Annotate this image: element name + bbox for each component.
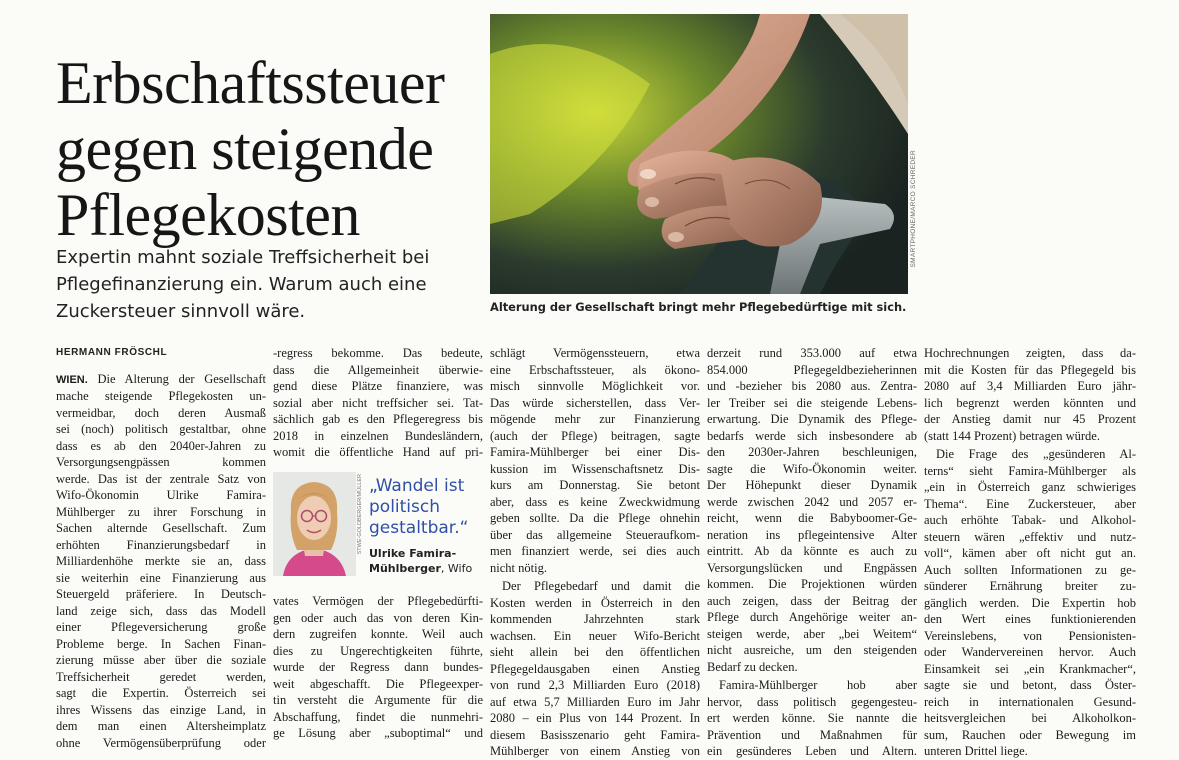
col1-line: Treffsicherheit geredet werden,: [56, 669, 266, 684]
col2-line: dass die Allgemeinheit überwie-: [273, 362, 483, 377]
col3-line: nicht nötig.: [490, 560, 547, 575]
col1-line-0: [56, 371, 266, 389]
col2-line: -regress bekomme. Das bedeute,: [273, 346, 483, 360]
col1-line: Mühlberger zu ihrer Forschung in: [56, 504, 266, 519]
col4-line: werde zwischen 2042 und 2057 er-: [707, 494, 917, 509]
col4-line: auch zeigen, dass der Beitrag der: [707, 593, 917, 608]
col3-line: Kosten werden in Österreich in den: [490, 595, 700, 610]
quote-name-2: Mühlberger: [369, 562, 441, 575]
col5-line: Die Frage des „gesünderen Al-: [936, 447, 1136, 461]
col2-line: tin versteht die Argumente für die: [273, 693, 483, 707]
col1-line-0-text: Die Alterung der Gesellschaft: [87, 371, 266, 386]
col1-line: Versorgungsengpässen kommen: [56, 455, 266, 469]
col5-line: oder Wandervereinen hervor. Auch: [924, 645, 1136, 659]
col2-line: sächlich gab es den Pflegeregress bis: [273, 412, 483, 426]
col4-line: hervor, dass politisch gegengesteu-: [707, 694, 917, 709]
col5-line: Hochrechnungen zeigten, dass da-: [924, 346, 1136, 360]
portrait-credit: STWE-GOLDBERGER/MÜLLER: [357, 474, 363, 555]
col2-line: wurde der Regress dann bundes-: [273, 660, 483, 674]
col4-line: ler Treiber sei die steigende Lebens-: [707, 395, 917, 410]
column-1: [56, 345, 266, 751]
col4-line: neration ins pflegeintensive Alter: [707, 527, 917, 542]
col4-line: und -bezieher bis 2080 aus. Zentra-: [707, 379, 917, 393]
col3-line: 2080 – ein Plus von 144 Prozent. In: [490, 711, 700, 725]
col5-line: der Anstieg damit nur 45 Prozent: [924, 412, 1136, 426]
col4-line: Pflege durch Angehörige weiter an-: [707, 610, 917, 624]
col1-line: sei (noch) politisch gestaltbar, ohne: [56, 422, 266, 436]
col1-line: ohne Vermögensüberprüfung oder: [56, 735, 266, 750]
column-5: [924, 345, 1136, 760]
col2-line: 2018 in einzelnen Bundesländern,: [273, 428, 483, 443]
quote-attribution: [369, 546, 483, 576]
col5-line: reich in internationalen Gesund-: [924, 694, 1136, 709]
col5-line: sum, Rauchen oder Bewegung im: [924, 727, 1136, 742]
col3-line: kurs am Donnerstag. Sie betont: [490, 478, 700, 492]
dateline: WIEN.: [56, 373, 88, 386]
author-byline: HERMANN FRÖSCHL: [56, 347, 168, 358]
col4-line: bedarfs werde sich insbesondere ab: [707, 428, 917, 443]
col4-line: ein gesünderes Leben und Altern.: [707, 744, 917, 758]
col2-line: gen oder auch das von deren Kin-: [273, 610, 483, 625]
col2-line: ge Lösung aber „suboptimal“ und: [273, 726, 483, 740]
col1-line: Sachen alternde Gesellschaft. Zum: [56, 521, 266, 535]
col3-line: eine Erbschaftssteuer, als ökono-: [490, 362, 700, 377]
col4-line: nicht ausreiche, um den steigenden: [707, 643, 917, 657]
col1-line: dem man einen Altersheimplatz: [56, 719, 266, 733]
column-3: [490, 345, 700, 760]
col2-line: gend diese Plätze finanziere, was: [273, 379, 483, 393]
col3-line: diesem Basisszenario geht Famira-: [490, 727, 700, 742]
col4-line: reicht, wenn die Babyboomer-Ge-: [707, 511, 917, 525]
col3-line: mögende mehr zur Finanzierung: [490, 412, 700, 426]
col5-line: voll“, kämen aber oft nicht gut an.: [924, 546, 1136, 560]
col5-line: auch erhöhte Tabak- und Alkohol-: [924, 513, 1136, 527]
col4-line: Famira-Mühlberger hob aber: [719, 678, 917, 692]
article-photo: [490, 14, 908, 294]
photo-credit: SMARTPHONE/MARCO SCHREDER: [910, 150, 917, 268]
col5-line: Thema“. Eine Zuckersteuer, aber: [924, 496, 1136, 511]
col5-line: lich begrenzt werden könnten und: [924, 395, 1136, 410]
col3-line: (auch der Pflege) beitragen, sagte: [490, 428, 700, 443]
col5-line: mit die Kosten für das Pflegegeld bis: [924, 362, 1136, 377]
headline-line-2: gegen steigende: [56, 116, 434, 183]
col1-line: Steuergeld präferiere. In Deutsch-: [56, 587, 266, 601]
col3-line: Famira-Mühlberger bei einer Dis-: [490, 445, 700, 459]
column-2-top: [273, 345, 483, 461]
col3-line: misch sinnvolle Möglichkeit vor.: [490, 379, 700, 393]
col5-line: sagte sie und betont, dass Öster-: [924, 678, 1136, 692]
col3-line: wachsen. Ein neuer Wifo-Bericht: [490, 628, 700, 643]
col1-line: land zeige sich, dass das Modell: [56, 603, 266, 618]
quote-text: „Wandel ist politisch gestaltbar.“: [369, 476, 469, 538]
col3-line: Der Pflegebedarf und damit die: [502, 579, 700, 593]
col4-line: erwartung. Die Dynamik des Pflege-: [707, 412, 917, 426]
col1-line: sagt die Expertin. Österreich sei: [56, 686, 266, 700]
lead-text: Expertin mahnt soziale Treffsicherheit bei Pflegefinanzierung ein. Warum auch eine Zuckersteuer sinnvoll wäre.: [56, 247, 430, 322]
col5-line: (statt 144 Prozent) betragen würde.: [924, 428, 1100, 443]
col5-line: Einsamkeit sei „ein Krankmacher“,: [924, 661, 1136, 676]
headline-line-3: Pflegekosten: [56, 182, 360, 249]
col1-text: [56, 371, 266, 752]
portrait-photo: [273, 472, 356, 576]
col3-line: men finanziert werde, sei dies auch: [490, 544, 700, 558]
quote-name: Ulrike Famira-: [369, 547, 457, 560]
col3-line: von rund 2,3 Milliarden Euro (2018): [490, 678, 700, 692]
col1-line: werde. Das ist der zentrale Satz von: [56, 471, 266, 486]
col4-line: eintritt. Ab da könnte es auch zu: [707, 544, 917, 558]
col3-line: kommenden Jahrzehnten stark: [490, 612, 700, 626]
col5-line: terns“ sieht Famira-Mühlberger als: [924, 463, 1136, 478]
col2-line: womit die öffentliche Hand auf pri-: [273, 445, 483, 459]
col3-line: schlägt Vermögenssteuern, etwa: [490, 346, 700, 360]
headline: [56, 50, 486, 248]
col5-line: „ein in Österreich ganz schwieriges: [924, 480, 1136, 494]
col1-line: ihres Wissens das einzige Land, in: [56, 702, 266, 717]
col1-line: erhöhten Finanzierungsbedarf in: [56, 537, 266, 552]
headline-line-1: Erbschaftssteuer: [56, 50, 445, 117]
col4-line: kommen. Die Projektionen würden: [707, 577, 917, 591]
col4-line: sagte die Wifo-Ökonomin weiter.: [707, 461, 917, 476]
col1-line: sie weiterhin eine Finanzierung aus: [56, 570, 266, 585]
col1-line: mache steigende Pflegekosten un-: [56, 389, 266, 403]
col5-line: 2080 auf 3,4 Milliarden Euro jähr-: [924, 379, 1136, 393]
col1-line: Wifo-Ökonomin Ulrike Famira-: [56, 488, 266, 502]
col2-line: Abschaffung, findet die nunmehri-: [273, 709, 483, 724]
pull-quote: [273, 466, 483, 582]
col4-line: Bedarf zu decken.: [707, 659, 798, 674]
col1-line: Milliardenhöhe merkte sie an, dass: [56, 554, 266, 568]
col3-line: Das würde sicherstellen, dass Ver-: [490, 395, 700, 410]
col2-line: weit abgeschafft. Die Pflegeexper-: [273, 676, 483, 691]
col4-line: Der Höhepunkt dieser Dynamik: [707, 478, 917, 492]
col3-line: sieht allein bei den öffentlichen: [490, 645, 700, 659]
col4-line: Prävention und Maßnahmen für: [707, 727, 917, 742]
col3-line: aber, dass es keine Zweckwidmung: [490, 494, 700, 509]
col5-line: Vereinslebens, von Pensionisten-: [924, 628, 1136, 643]
col5-line: den Wert eines funktionierenden: [924, 612, 1136, 626]
col3-line: über das allgemeine Steueraufkom-: [490, 527, 700, 542]
col1-line: einer Pflegeversicherung große: [56, 620, 266, 634]
photo-illustration: [490, 14, 908, 294]
col5-line: sünderer Ernährung breiter zu-: [924, 579, 1136, 593]
col5-line: heitsvergleichen bei Alkoholkon-: [924, 711, 1136, 725]
col2-line: sozial aber nicht treffsicher sei. Tat-: [273, 395, 483, 410]
col3-line: geben sollte. Da die Pflege ohnehin: [490, 511, 700, 525]
col3-line: kussion im Wissenschaftsnetz Dis-: [490, 461, 700, 476]
col5-line: steuern wären „effektiv und nutz-: [924, 529, 1136, 544]
portrait-illustration: [273, 472, 356, 576]
col1-line: Probleme berge. In Sachen Finan-: [56, 636, 266, 651]
col4-line: ert werden könne. Sie nannte die: [707, 711, 917, 725]
col3-line: Pflegegeldausgaben einen Anstieg: [490, 661, 700, 676]
col2-line: vates Vermögen der Pflegebedürfti-: [273, 594, 483, 608]
col4-line: derzeit rund 353.000 auf etwa: [707, 346, 917, 360]
col3-line: Mühlberger von einem Anstieg von: [490, 744, 700, 758]
col5-line: Auch sollten Informationen zu ge-: [924, 562, 1136, 577]
column-4: [707, 345, 917, 760]
col1-line: zierung müsse aber über die soziale: [56, 653, 266, 667]
photo-caption: Alterung der Gesellschaft bringt mehr Pflegebedürftige mit sich.: [490, 300, 907, 314]
col4-line: den 2030er-Jahren beschleunigen,: [707, 445, 917, 459]
column-2-bottom: [273, 593, 483, 742]
col2-line: dies zu Ungerechtigkeiten führte,: [273, 643, 483, 658]
col5-line: unteren Drittel liege.: [924, 744, 1028, 758]
quote-affiliation: , Wifo: [440, 562, 473, 575]
col2-line: dern zugreifen konnte. Weil auch: [273, 627, 483, 641]
col4-line: Versorgungslücken und Engpässen: [707, 560, 917, 575]
col1-line: dass es ab den 2040er-Jahren zu: [56, 438, 266, 453]
col4-line: steigen werde, aber „bei Weitem“: [707, 626, 917, 641]
col5-line: gänglich werden. Die Expertin hob: [924, 595, 1136, 610]
col1-line: vermeidbar, doch deren Ausmaß: [56, 405, 266, 420]
col3-line: auf etwa 5,7 Milliarden Euro im Jahr: [490, 694, 700, 709]
col4-line: 854.000 Pflegegeldbezieherinnen: [707, 362, 917, 377]
